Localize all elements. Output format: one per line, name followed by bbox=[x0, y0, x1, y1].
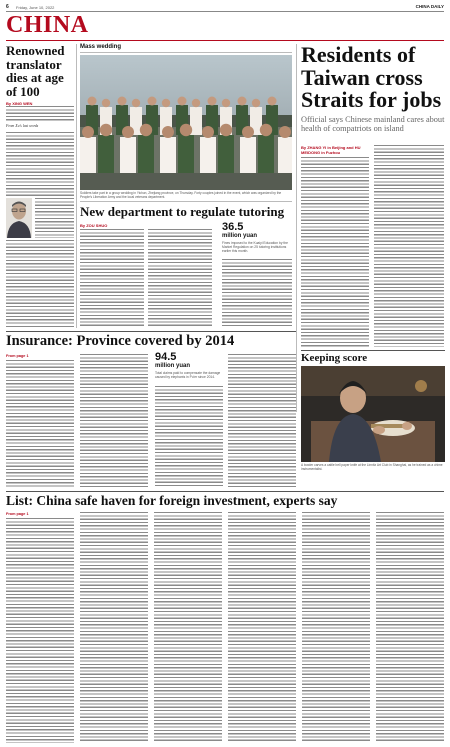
page-number: 6 bbox=[6, 4, 9, 10]
column-divider bbox=[296, 44, 297, 412]
list-text bbox=[6, 518, 74, 743]
taiwan-text bbox=[301, 157, 369, 347]
list-from-page: From page 1 bbox=[6, 512, 29, 516]
translator-portrait bbox=[6, 198, 32, 238]
column-divider bbox=[76, 44, 77, 328]
translator-text bbox=[6, 106, 74, 122]
tutoring-byline: By ZOU SHUO bbox=[80, 223, 108, 228]
keeping-score-photo bbox=[301, 366, 445, 462]
mass-wedding-photo bbox=[80, 55, 292, 190]
tutoring-stat-desc: Fines imposed to the Kuaiyi Education by the Market Regulation on 25 tutoring institutions earlier this month. bbox=[222, 241, 288, 253]
translator-text bbox=[35, 198, 74, 238]
tutoring-text bbox=[148, 229, 212, 328]
tutoring-stat-value: 36.5 bbox=[222, 221, 244, 233]
list-text bbox=[376, 512, 444, 743]
list-headline: List: China safe haven for foreign investment, experts say bbox=[6, 493, 338, 508]
translator-text bbox=[6, 240, 74, 328]
rule bbox=[6, 491, 444, 492]
insurance-text bbox=[228, 354, 296, 488]
issue-date: Friday, June 10, 2022 bbox=[16, 4, 55, 10]
translator-headline: Renowned translator dies at age of 100 bbox=[6, 43, 65, 99]
section-rule bbox=[6, 40, 444, 41]
masthead bbox=[6, 3, 444, 12]
translator-byline: By XING WEN bbox=[6, 101, 33, 106]
section-title: CHINA bbox=[6, 12, 89, 38]
list-text bbox=[302, 512, 370, 743]
insurance-stat-value: 94.5 bbox=[155, 351, 177, 363]
taiwan-subhead: Official says Chinese mainland cares about health of compatriots on island bbox=[301, 115, 445, 133]
translator-pullquote: From Xu's last words bbox=[6, 124, 39, 128]
translator-text bbox=[6, 132, 74, 196]
tutoring-headline: New department to regulate tutoring bbox=[80, 204, 285, 219]
tutoring-text bbox=[80, 229, 144, 328]
tutoring-text bbox=[222, 259, 292, 328]
taiwan-headline: Residents of Taiwan cross Straits for jobs bbox=[301, 42, 442, 112]
list-text bbox=[80, 512, 148, 743]
insurance-stat-unit: million yuan bbox=[155, 363, 191, 369]
insurance-text bbox=[155, 386, 223, 488]
tutoring-stat-unit: million yuan bbox=[222, 233, 258, 239]
insurance-from-page: From page 1 bbox=[6, 354, 29, 358]
rule bbox=[80, 52, 292, 53]
rule bbox=[80, 201, 292, 202]
rule bbox=[301, 350, 445, 351]
taiwan-text bbox=[374, 145, 444, 347]
paper-logo: CHINA DAILY bbox=[415, 4, 444, 9]
list-text bbox=[228, 512, 296, 743]
mass-wedding-tag: Mass wedding bbox=[80, 44, 122, 50]
insurance-stat-desc: Total claims paid to compensate the damage caused by elephants in Pu'er since 2014. bbox=[155, 371, 221, 379]
keeping-score-title: Keeping score bbox=[301, 352, 368, 364]
insurance-text bbox=[6, 360, 74, 488]
mass-wedding-caption: Soldiers take part in a group wedding in Yichun, Zhejiang province, on Thursday. Forty couples joined in the event, which was organized by the People's Liberation Army and the local veterans department. bbox=[80, 191, 282, 199]
list-text bbox=[154, 512, 222, 743]
taiwan-byline: By ZHANG YI in Beijing and HU MEIDONG in Fuzhou bbox=[301, 145, 361, 155]
rule bbox=[6, 331, 296, 332]
insurance-headline: Insurance: Province covered by 2014 bbox=[6, 333, 235, 349]
keeping-score-caption: A bowler carves a cattle bell paper knife at the Linnitz Art Club in Shanghai, as he trained as a chime instrumentalist. bbox=[301, 463, 443, 471]
insurance-text bbox=[80, 354, 148, 488]
